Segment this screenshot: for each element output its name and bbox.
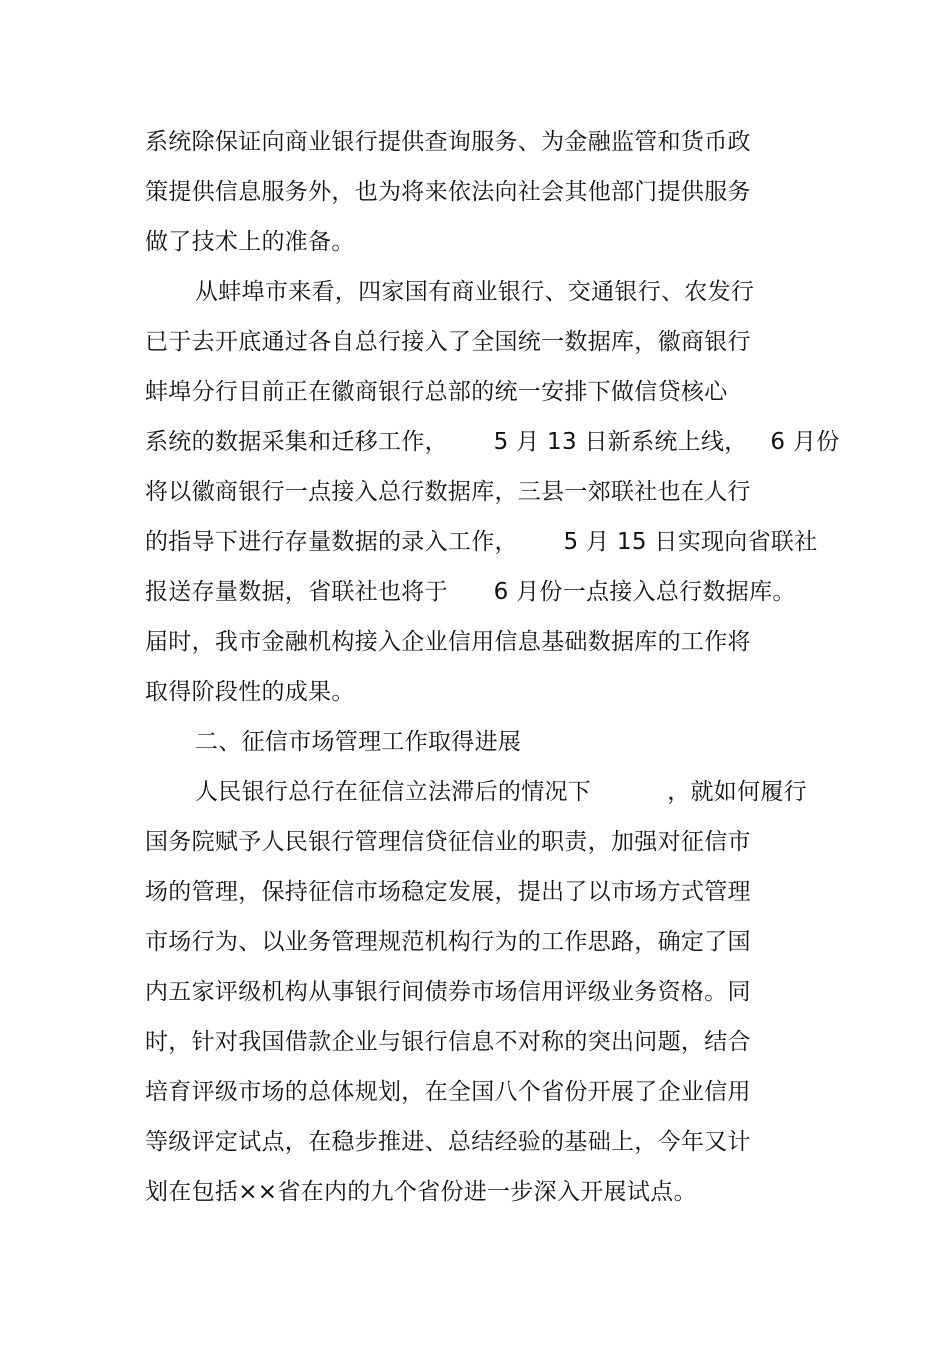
paragraph-first-line: 从蚌埠市来看，四家国有商业银行、交通银行、农发行 bbox=[195, 279, 755, 305]
paragraph-first-line: 人民银行总行在征信立法滞后的情况下 ，就如何履行 bbox=[195, 779, 808, 805]
text-line: 时，针对我国借款企业与银行信息不对称的突出问题，结合 bbox=[145, 1029, 751, 1055]
text-line: 场的管理，保持征信市场稳定发展，提出了以市场方式管理 bbox=[145, 879, 751, 905]
text-line: 市场行为、以业务管理规范机构行为的工作思路，确定了国 bbox=[145, 929, 751, 955]
text-line: 将以徽商银行一点接入总行数据库，三县一郊联社也在人行 bbox=[145, 479, 751, 505]
text-line: 划在包括××省在内的九个省份进一步深入开展试点。 bbox=[145, 1179, 697, 1205]
text-line: 内五家评级机构从事银行间债券市场信用评级业务资格。同 bbox=[145, 979, 751, 1005]
text-line: 做了技术上的准备。 bbox=[145, 229, 355, 255]
text-line: 等级评定试点，在稳步推进、总结经验的基础上，今年又计 bbox=[145, 1129, 751, 1155]
text-line: 策提供信息服务外，也为将来依法向社会其他部门提供服务 bbox=[145, 179, 751, 205]
text-line: 已于去开底通过各自总行接入了全国统一数据库，徽商银行 bbox=[145, 329, 751, 355]
text-line: 蚌埠分行目前正在徽商银行总部的统一安排下做信贷核心 bbox=[145, 379, 728, 405]
text-line: 国务院赋予人民银行管理信贷征信业的职责，加强对征信市 bbox=[145, 829, 751, 855]
section-heading: 二、征信市场管理工作取得进展 bbox=[195, 729, 522, 755]
text-line: 系统的数据采集和迁移工作， 5 月 13 日新系统上线， 6 月份 bbox=[145, 429, 840, 455]
text-line: 的指导下进行存量数据的录入工作， 5 月 15 日实现向省联社 bbox=[145, 529, 818, 555]
text-line: 报送存量数据，省联社也将于 6 月份一点接入总行数据库。 bbox=[145, 579, 796, 605]
text-line: 取得阶段性的成果。 bbox=[145, 679, 355, 705]
text-line: 培育评级市场的总体规划，在全国八个省份开展了企业信用 bbox=[145, 1079, 751, 1105]
text-line: 届时，我市金融机构接入企业信用信息基础数据库的工作将 bbox=[145, 629, 751, 655]
text-line: 系统除保证向商业银行提供查询服务、为金融监管和货币政 bbox=[145, 129, 751, 155]
